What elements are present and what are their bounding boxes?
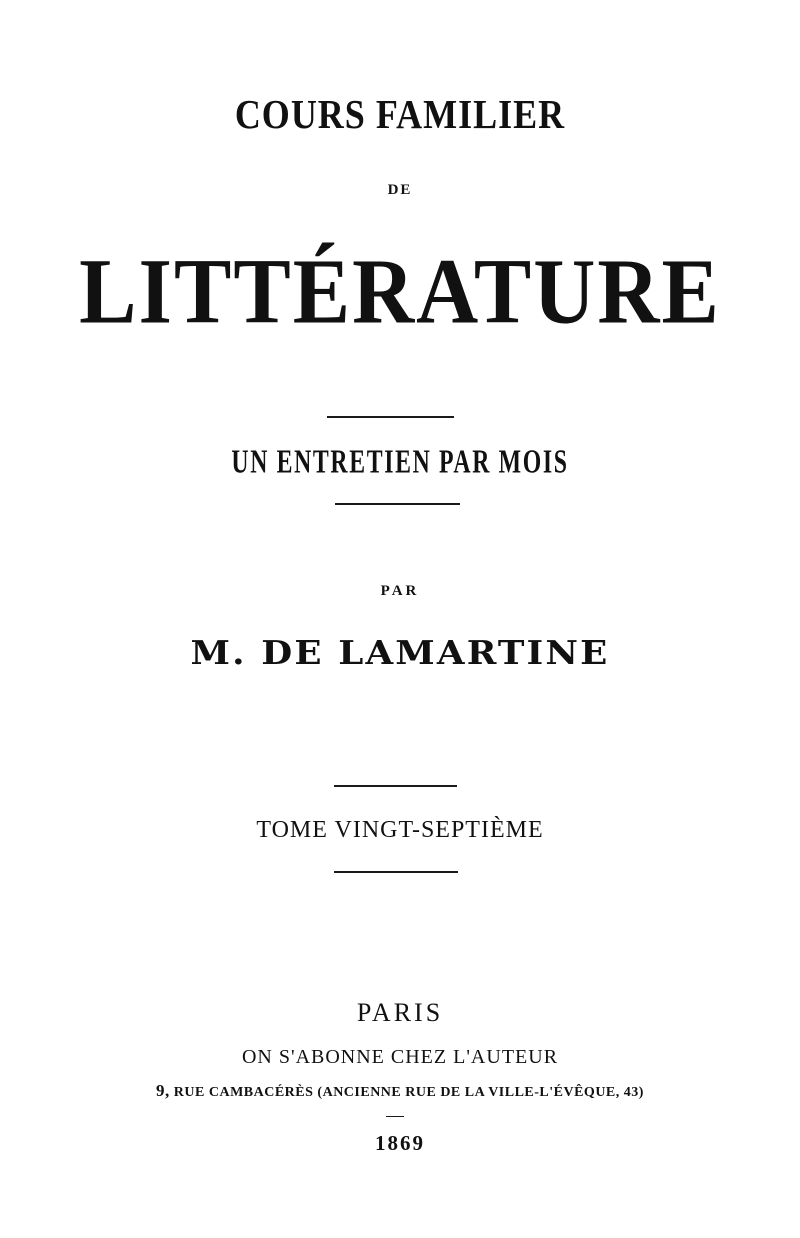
imprint-city: PARIS — [356, 998, 444, 1027]
divider-rule — [335, 503, 460, 505]
title-heading-de: DE — [387, 182, 413, 198]
divider-rule — [327, 416, 454, 418]
byline-par: PAR — [380, 583, 420, 599]
title-heading-top: COURS FAMILIER — [234, 91, 566, 137]
short-divider — [386, 1116, 404, 1117]
imprint-publisher: ON S'ABONNE CHEZ L'AUTEUR — [241, 1046, 559, 1068]
address-text: RUE CAMBACÉRÈS (ANCIENNE RUE DE LA VILLE-L'ÉVÊQUE, 43) — [173, 1085, 644, 1100]
subtitle: UN ENTRETIEN PAR MOIS — [231, 443, 569, 481]
divider-rule — [334, 871, 458, 873]
author-name: M. DE LAMARTINE — [190, 633, 610, 672]
imprint-year: 1869 — [375, 1131, 425, 1155]
imprint-address — [0, 1082, 800, 1100]
address-number: 9, — [156, 1081, 170, 1100]
title-heading-main: LITTÉRATURE — [79, 239, 721, 343]
divider-rule — [334, 785, 457, 787]
volume-label: TOME VINGT-SEPTIÈME — [256, 817, 544, 843]
